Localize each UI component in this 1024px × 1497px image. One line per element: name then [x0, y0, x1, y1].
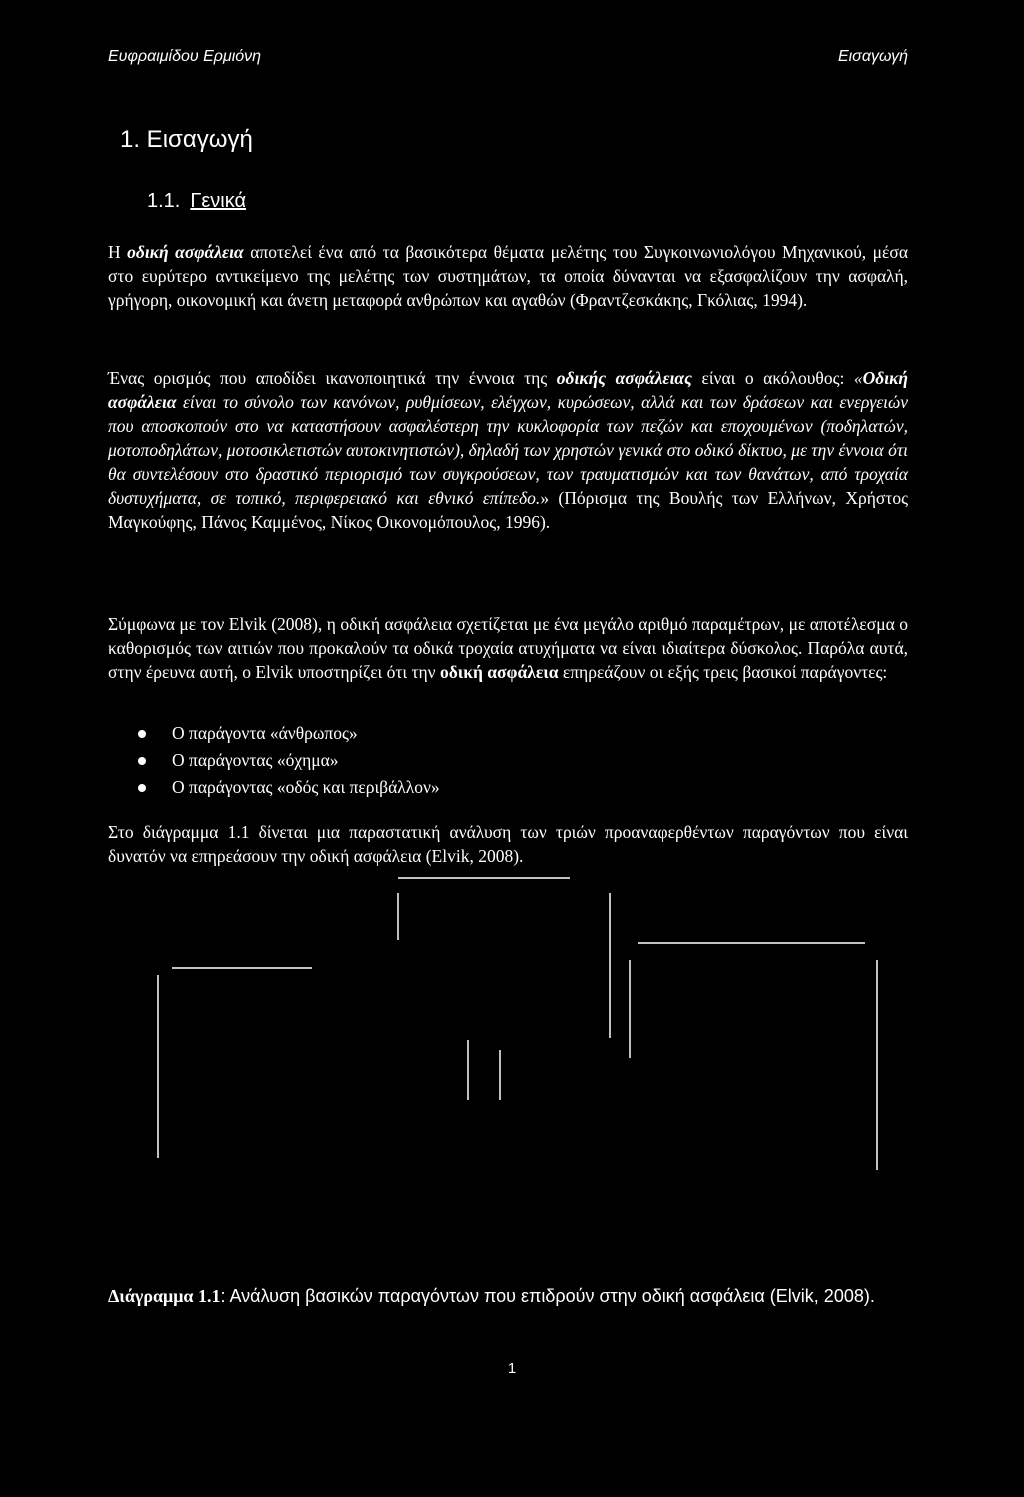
paragraph-elvik: Σύμφωνα με τον Elvik (2008), η οδική ασφάλεια σχετίζεται με ένα μεγάλο αριθμό παραμέτρων, με αποτέλεσμα ο καθορισμός των αιτιών που προκαλούν τα οδικά τροχαία ατυχήματα να είναι ιδιαίτερα δύσκολος. Παρόλα αυτά, στην έρευνα αυτή, ο Elvik υποστηρίζει ότι την οδική ασφάλεια επηρεάζουν οι εξής τρεις βασικοί παράγοντες:: [108, 614, 908, 682]
bullet-icon: [138, 730, 146, 738]
term-road-safety: οδική ασφάλεια: [127, 242, 244, 262]
paragraph-definition: Ένας ορισμός που αποδίδει ικανοποιητικά την έννοια της οδικής ασφάλειας είναι ο ακόλουθος: «Οδική ασφάλεια είναι το σύνολο των κανόνων, ρυθμίσεων, ελέγχων, κυρώσεων, αλλά και των δράσεων και ενεργειών που αποσκοπούν στο να καταστήσουν ασφαλέστερη την κυκλοφορία των πεζών και εποχουμένων (ποδηλατών, μοτοποδηλάτων, μοτοσικλετιστών αυτοκινητιστών), δηλαδή των χρηστών γενικά στο οδικό δίκτυο, με την έννοια ότι θα συντελέσουν στο δραστικό περιορισμό των συγκρούσεων, των τραυματισμών και των θανάτων, από τροχαία δυστυχήματα, σε τοπικό, περιφερειακό και εθνικό επίπεδο.» (Πόρισμα της Βουλής των Ελλήνων, Χρήστος Μαγκούφης, Πάνος Καμμένος, Νίκος Οικονομόπουλος, 1996).: [108, 368, 909, 532]
term-road-safety: οδική ασφάλεια: [439, 662, 559, 682]
paragraph-intro: Η οδική ασφάλεια αποτελεί ένα από τα βασικότερα θέματα μελέτης του Συγκοινωνιολόγου Μηχανικού, μέσα στο ευρύτερο αντικείμενο της μελέτης των συστημάτων, τα οποία δύνανται να εξασφαλίζουν την ασφαλή, γρήγορη, οικονομική και άνετη μεταφορά ανθρώπων και αγαθών (Φραντζεσκάκης, Γκόλιας, 1994).: [108, 242, 908, 310]
section-heading: [147, 190, 246, 213]
bullet-icon: [138, 757, 146, 765]
factors-list: [108, 720, 440, 801]
section-number: 1.1.: [147, 190, 181, 212]
bullet-icon: [138, 784, 146, 792]
running-header-author: Ευφραιμίδου Ερμιόνη: [108, 48, 262, 65]
term-road-safety: οδικής ασφάλειας: [556, 368, 692, 388]
list-item: Ο παράγοντα «άνθρωπος»: [108, 720, 440, 747]
caption-label: Διάγραμμα 1.1: [108, 1286, 221, 1306]
caption-text: : Ανάλυση βασικών παραγόντων που επιδρούν στην οδική ασφάλεια (Elvik, 2008).: [220, 1286, 875, 1306]
section-title: Γενικά: [190, 190, 247, 212]
diagram-caption: [108, 1284, 908, 1308]
running-header-section: Εισαγωγή: [837, 48, 908, 65]
definition-quote: «Οδική ασφάλεια είναι το σύνολο των κανόνων, ρυθμίσεων, ελέγχων, κυρώσεων, αλλά και των δράσεων και ενεργειών που αποσκοπούν στο να καταστήσουν ασφαλέστερη την κυκλοφορία των πεζών και εποχουμένων (ποδηλατών, μοτοποδηλάτων, μοτοσικλετιστών αυτοκινητιστών), δηλαδή των χρηστών γενικά στο οδικό δίκτυο, με την έννοια ότι θα συντελέσουν στο δραστικό περιορισμό των συγκρούσεων, των τραυματισμών και των θανάτων, από τροχαία δυστυχήματα, σε τοπικό, περιφερειακό και εθνικό επίπεδο.: [108, 368, 909, 508]
definition-source: (Πόρισμα της Βουλής των Ελλήνων, Χρήστος Μαγκούφης, Πάνος Καμμένος, Νίκος Οικονομόπουλος, 1996).: [108, 488, 909, 532]
paragraph-diagram-intro: Στο διάγραμμα 1.1 δίνεται μια παραστατική ανάλυση των τριών προαναφερθέντων παραγόντων που είναι δυνατόν να επηρεάσουν την οδική ασφάλεια (Elvik, 2008).: [108, 822, 908, 866]
list-item: Ο παράγοντας «όχημα»: [108, 747, 440, 774]
list-item: Ο παράγοντας «οδός και περιβάλλον»: [108, 774, 440, 801]
chapter-title: 1. Εισαγωγή: [120, 126, 253, 153]
page-number: 1: [507, 1360, 517, 1377]
